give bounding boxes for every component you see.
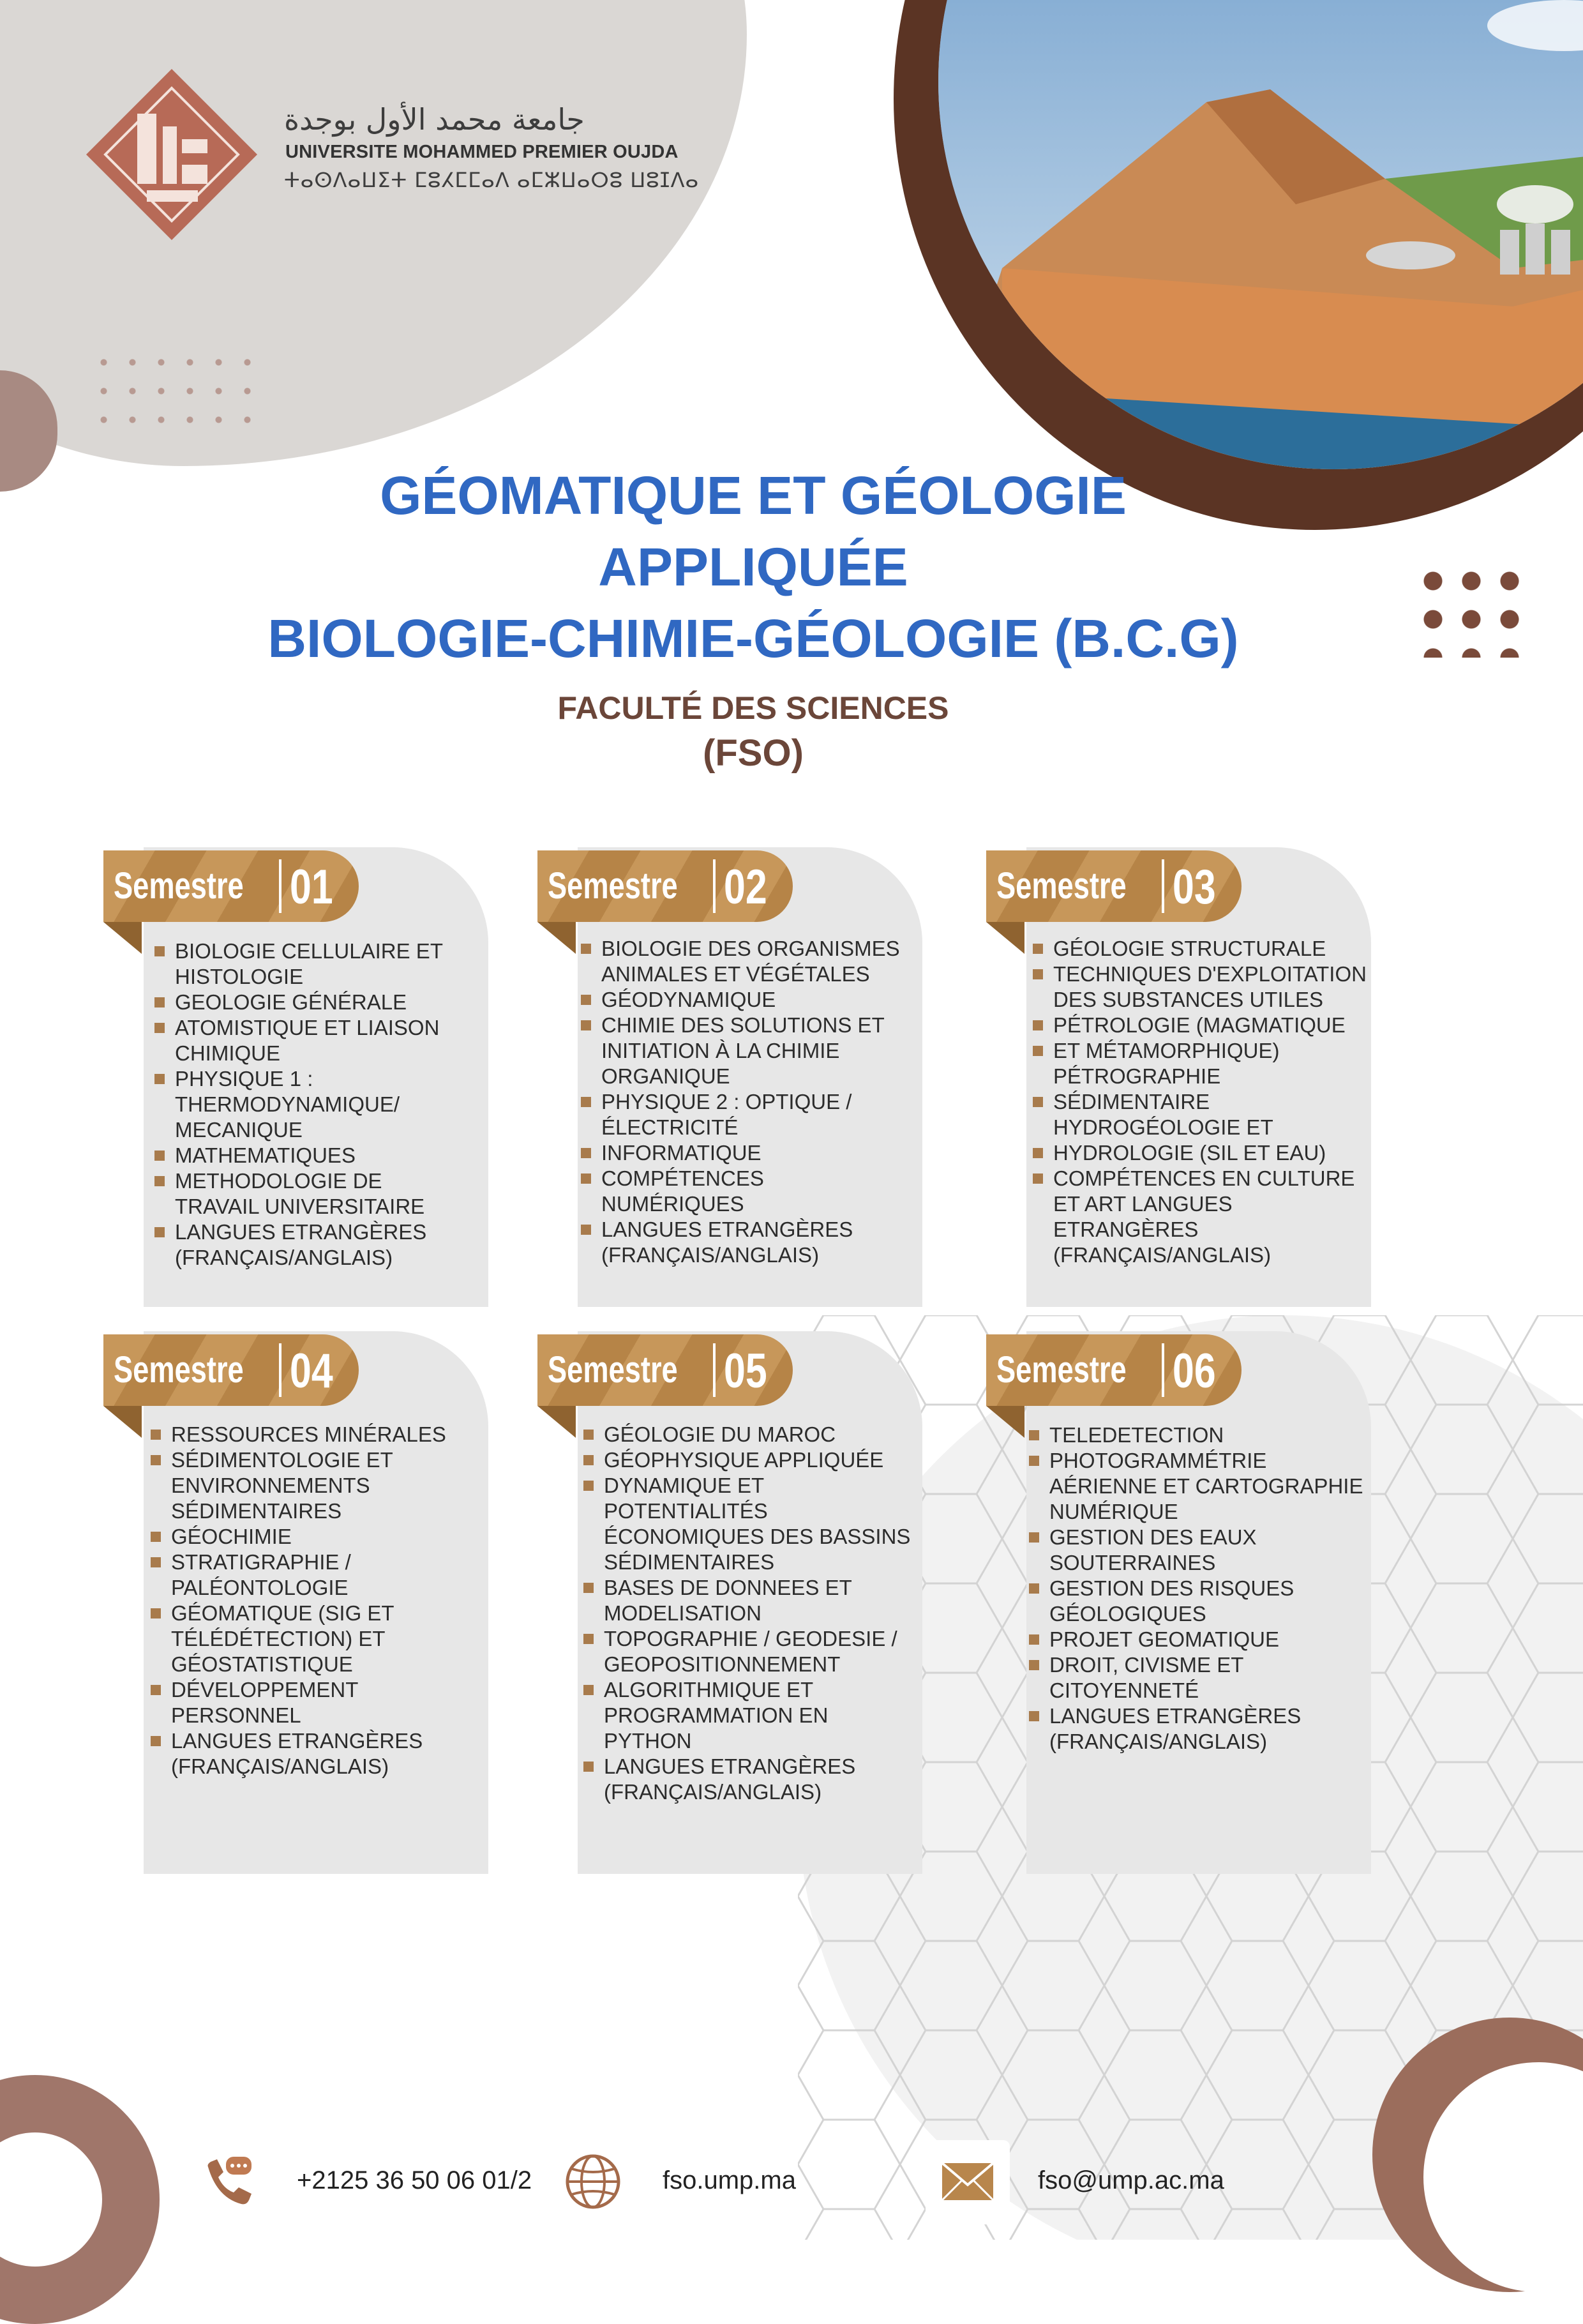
bullet-icon — [154, 1176, 165, 1186]
course-item — [148, 1524, 454, 1550]
course-name: TECHNIQUES D'EXPLOITATION DES SUBSTANCES UTILES — [1053, 962, 1367, 1011]
bullet-icon — [583, 1430, 594, 1440]
semester-ribbon — [103, 850, 359, 922]
bullet-icon — [151, 1557, 161, 1567]
semester-label: Semestre — [114, 1349, 244, 1391]
course-list — [578, 936, 910, 1268]
course-item — [581, 1677, 913, 1754]
course-name: ET MÉTAMORPHIQUE) PÉTROGRAPHIE — [1053, 1039, 1280, 1088]
course-name: STRATIGRAPHIE / PALÉONTOLOGIE — [171, 1550, 351, 1599]
semester-number: 05 — [724, 1344, 767, 1398]
bullet-icon — [154, 1023, 165, 1033]
course-item — [148, 1447, 454, 1524]
semester-divider — [713, 1343, 716, 1397]
course-item — [578, 1217, 910, 1268]
university-logo — [86, 69, 257, 240]
course-item — [578, 936, 910, 987]
course-name: BASES DE DONNEES ET MODELISATION — [604, 1576, 852, 1625]
ribbon-fold — [537, 1406, 576, 1438]
course-name: METHODOLOGIE DE TRAVAIL UNIVERSITAIRE — [175, 1169, 425, 1218]
bullet-icon — [1029, 1583, 1039, 1594]
ribbon-fold — [103, 1406, 142, 1438]
course-name: PROJET GEOMATIQUE — [1049, 1627, 1279, 1651]
course-item — [1026, 1652, 1365, 1703]
course-name: GÉOMATIQUE (SIG ET TÉLÉDÉTECTION) ET GÉOSTATISTIQUE — [171, 1601, 394, 1676]
course-item — [152, 939, 458, 990]
ribbon-fold — [103, 922, 142, 954]
bullet-icon — [151, 1685, 161, 1695]
course-name: GÉODYNAMIQUE — [601, 988, 776, 1011]
program-title-line3: BIOLOGIE-CHIMIE-GÉOLOGIE (B.C.G) — [267, 608, 1239, 668]
course-item — [148, 1728, 454, 1779]
ribbon-fold — [537, 922, 576, 954]
faculty-name: FACULTÉ DES SCIENCES — [557, 690, 949, 726]
course-item — [148, 1677, 454, 1728]
semester-label: Semestre — [996, 1349, 1127, 1391]
bullet-icon — [1029, 1430, 1039, 1440]
bullet-icon — [581, 1148, 591, 1158]
course-item — [1030, 1089, 1369, 1140]
bullet-icon — [583, 1685, 594, 1695]
bullet-icon — [151, 1608, 161, 1618]
course-item — [1026, 1703, 1365, 1754]
bullet-icon — [1029, 1634, 1039, 1645]
course-name: ALGORITHMIQUE ET PROGRAMMATION EN PYTHON — [604, 1678, 829, 1753]
course-name: GÉOLOGIE STRUCTURALE — [1053, 937, 1326, 960]
course-item — [1030, 1140, 1369, 1166]
bullet-icon — [1033, 944, 1043, 954]
course-name: BIOLOGIE CELLULAIRE ET HISTOLOGIE — [175, 939, 443, 988]
course-item — [148, 1550, 454, 1601]
course-list — [152, 939, 458, 1271]
course-item — [152, 1168, 458, 1219]
bullet-icon — [1033, 1148, 1043, 1158]
faculty-acronym: (FSO) — [703, 732, 804, 774]
bullet-icon — [1033, 1097, 1043, 1107]
course-item — [578, 987, 910, 1013]
corner-decoration-left — [0, 2075, 160, 2324]
course-item — [152, 1219, 458, 1271]
semester-ribbon — [986, 850, 1242, 922]
bullet-icon — [1033, 1046, 1043, 1056]
course-name: DROIT, CIVISME ET CITOYENNETÉ — [1049, 1653, 1243, 1702]
course-name: PÉTROLOGIE (MAGMATIQUE — [1053, 1013, 1346, 1037]
course-name: LANGUES ETRANGÈRES (FRANÇAIS/ANGLAIS) — [175, 1220, 427, 1269]
course-name: COMPÉTENCES NUMÉRIQUES — [601, 1166, 764, 1216]
bullet-icon — [1033, 1020, 1043, 1030]
course-item — [152, 1015, 458, 1066]
bullet-icon — [154, 946, 165, 956]
bullet-icon — [581, 995, 591, 1005]
university-name-tifinagh: ⵜⴰⵙⴷⴰⵡⵉⵜ ⵎⵓⵃⵎⵎⴰⴷ ⴰⵎⵣⵡⴰⵔⵓ ⵡⵓⵊⴷⴰ — [284, 168, 700, 192]
bullet-icon — [581, 1097, 591, 1107]
course-item — [581, 1447, 913, 1473]
course-name: CHIMIE DES SOLUTIONS ET INITIATION À LA CHIMIE ORGANIQUE — [601, 1013, 885, 1088]
course-name: RESSOURCES MINÉRALES — [171, 1422, 446, 1446]
globe-icon — [564, 2153, 622, 2210]
course-name: GÉOLOGIE DU MAROC — [604, 1422, 836, 1446]
course-list — [1030, 936, 1369, 1268]
course-item — [1026, 1422, 1365, 1448]
course-item — [581, 1754, 913, 1805]
semester-number: 06 — [1173, 1344, 1216, 1398]
course-item — [581, 1575, 913, 1626]
semester-ribbon — [537, 1334, 793, 1406]
course-item — [578, 1166, 910, 1217]
course-name: LANGUES ETRANGÈRES (FRANÇAIS/ANGLAIS) — [604, 1754, 856, 1804]
course-name: ATOMISTIQUE ET LIAISON CHIMIQUE — [175, 1016, 440, 1065]
course-name: INFORMATIQUE — [601, 1141, 761, 1165]
course-name: GÉOPHYSIQUE APPLIQUÉE — [604, 1448, 884, 1472]
course-list — [148, 1422, 454, 1779]
course-name: GESTION DES RISQUES GÉOLOGIQUES — [1049, 1576, 1294, 1626]
ribbon-fold — [986, 922, 1024, 954]
bullet-icon — [581, 1020, 591, 1030]
course-item — [1030, 962, 1369, 1013]
course-name: LANGUES ETRANGÈRES (FRANÇAIS/ANGLAIS) — [171, 1729, 423, 1778]
course-name: LANGUES ETRANGÈRES (FRANÇAIS/ANGLAIS) — [1049, 1704, 1302, 1753]
bullet-icon — [583, 1634, 594, 1644]
bullet-icon — [151, 1455, 161, 1465]
course-name: PHOTOGRAMMÉTRIE AÉRIENNE ET CARTOGRAPHIE NUMÉRIQUE — [1049, 1449, 1363, 1523]
university-name-arabic: جامعة محمد الأول بوجدة — [284, 102, 585, 137]
course-item — [1030, 1038, 1369, 1089]
course-item — [578, 1140, 910, 1166]
bullet-icon — [151, 1430, 161, 1440]
program-title-line2: APPLIQUÉE — [598, 537, 908, 597]
course-item — [581, 1422, 913, 1447]
course-item — [581, 1473, 913, 1575]
semester-number: 03 — [1173, 860, 1216, 914]
semester-label: Semestre — [548, 865, 678, 907]
course-item — [152, 990, 458, 1015]
course-name: SÉDIMENTOLOGIE ET ENVIRONNEMENTS SÉDIMENTAIRES — [171, 1448, 393, 1523]
bullet-icon — [583, 1455, 594, 1465]
bullet-icon — [154, 1227, 165, 1237]
semester-number: 04 — [290, 1344, 333, 1398]
course-name: PHYSIQUE 2 : OPTIQUE / ÉLECTRICITÉ — [601, 1090, 852, 1139]
course-name: COMPÉTENCES EN CULTURE ET ART LANGUES ETRANGÈRES (FRANÇAIS/ANGLAIS) — [1053, 1166, 1355, 1267]
course-list — [1026, 1422, 1365, 1754]
course-item — [1026, 1525, 1365, 1576]
phone-icon — [198, 2153, 257, 2212]
semester-label: Semestre — [114, 865, 244, 907]
envelope-icon — [941, 2162, 994, 2201]
semester-number: 01 — [290, 860, 333, 914]
semester-number: 02 — [724, 860, 767, 914]
course-name: SÉDIMENTAIRE HYDROGÉOLOGIE ET — [1053, 1090, 1273, 1139]
ribbon-fold — [986, 1406, 1024, 1438]
semester-divider — [1162, 859, 1164, 913]
bullet-icon — [1029, 1532, 1039, 1543]
course-item — [1030, 936, 1369, 962]
bullet-icon — [583, 1762, 594, 1772]
course-name: GESTION DES EAUX SOUTERRAINES — [1049, 1525, 1257, 1574]
bullet-icon — [583, 1583, 594, 1593]
course-name: HYDROLOGIE (SIL ET EAU) — [1053, 1141, 1326, 1165]
semester-divider — [279, 859, 281, 913]
bullet-icon — [1029, 1456, 1039, 1466]
semester-label: Semestre — [996, 865, 1127, 907]
semester-divider — [1162, 1343, 1164, 1397]
semester-divider — [713, 859, 716, 913]
bullet-icon — [151, 1736, 161, 1746]
program-title-line1: GÉOMATIQUE ET GÉOLOGIE — [380, 465, 1127, 525]
bullet-icon — [1033, 1173, 1043, 1184]
bullet-icon — [581, 944, 591, 954]
bullet-icon — [154, 997, 165, 1007]
bullet-icon — [581, 1173, 591, 1184]
semester-ribbon — [103, 1334, 359, 1406]
bullet-icon — [154, 1151, 165, 1161]
course-item — [1026, 1576, 1365, 1627]
course-item — [578, 1089, 910, 1140]
course-item — [578, 1013, 910, 1089]
course-name: TELEDETECTION — [1049, 1423, 1224, 1447]
email-link[interactable]: fso@ump.ac.ma — [1038, 2166, 1224, 2194]
course-item — [152, 1143, 458, 1168]
course-item — [152, 1066, 458, 1143]
course-item — [1030, 1013, 1369, 1038]
course-item — [1026, 1627, 1365, 1652]
semester-ribbon — [986, 1334, 1242, 1406]
course-item — [148, 1422, 454, 1447]
course-item — [148, 1601, 454, 1677]
bullet-icon — [1033, 969, 1043, 979]
phone-number[interactable]: +2125 36 50 06 01/2 — [297, 2166, 532, 2194]
bullet-icon — [1029, 1711, 1039, 1721]
course-name: DYNAMIQUE ET POTENTIALITÉS ÉCONOMIQUES DES BASSINS SÉDIMENTAIRES — [604, 1474, 911, 1574]
course-name: PHYSIQUE 1 : THERMODYNAMIQUE/ MECANIQUE — [175, 1067, 400, 1142]
course-name: MATHEMATIQUES — [175, 1143, 356, 1167]
course-item — [1030, 1166, 1369, 1268]
bullet-icon — [583, 1481, 594, 1491]
course-name: GÉOCHIMIE — [171, 1525, 292, 1548]
course-name: DÉVELOPPEMENT PERSONNEL — [171, 1678, 358, 1727]
course-name: BIOLOGIE DES ORGANISMES ANIMALES ET VÉGÉTALES — [601, 937, 900, 986]
website-link[interactable]: fso.ump.ma — [663, 2166, 796, 2194]
semester-ribbon — [537, 850, 793, 922]
course-name: TOPOGRAPHIE / GEODESIE / GEOPOSITIONNEMENT — [604, 1627, 897, 1676]
course-item — [1026, 1448, 1365, 1525]
course-item — [581, 1626, 913, 1677]
semester-label: Semestre — [548, 1349, 678, 1391]
bullet-icon — [151, 1532, 161, 1542]
bullet-icon — [1029, 1660, 1039, 1670]
course-name: LANGUES ETRANGÈRES (FRANÇAIS/ANGLAIS) — [601, 1218, 853, 1267]
bullet-icon — [581, 1225, 591, 1235]
bullet-icon — [154, 1074, 165, 1084]
course-list — [581, 1422, 913, 1805]
course-name: GEOLOGIE GÉNÉRALE — [175, 990, 407, 1014]
university-name: UNIVERSITE MOHAMMED PREMIER OUJDA — [285, 142, 679, 162]
semester-divider — [279, 1343, 281, 1397]
dot-pattern — [89, 348, 262, 437]
